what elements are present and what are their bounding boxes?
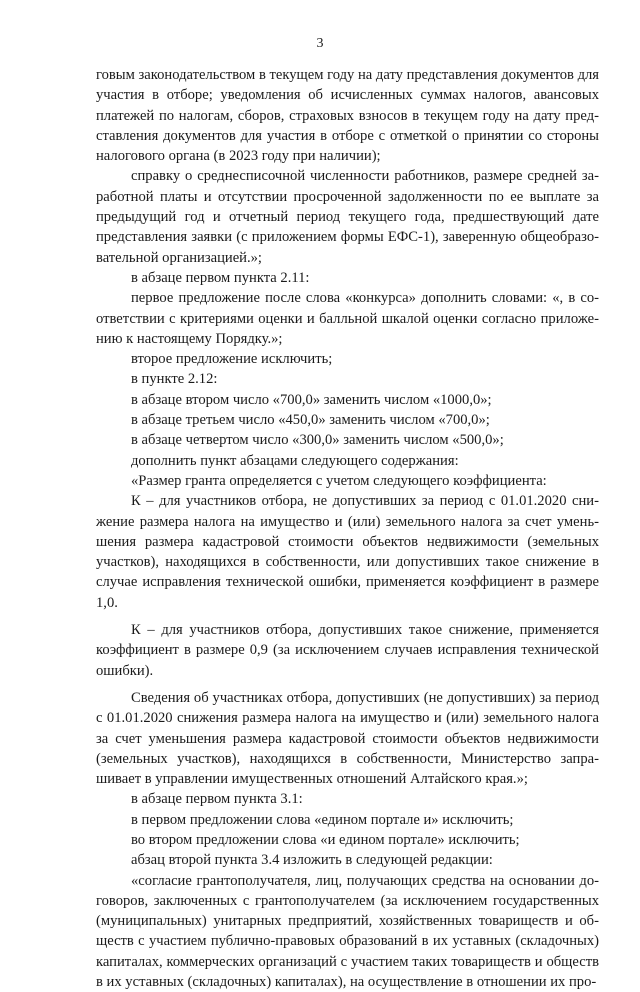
document-paragraph: в абзаце четвертом число «300,0» заменить числом «500,0»;	[131, 432, 504, 449]
document-paragraph: К – для участников отбора, не допустивших за период с 01.01.2020 снижение размера налога на имущество и (или) земельного налога за счет уменьшения размера кадастровой стоимости объектов недвижимости (земельных участков), находящихся в собственности, или допустивших такое снижение в случае исправления технической ошибки, применяется коэффициент в размере 1,0.	[96, 493, 599, 611]
document-paragraph: в абзаце третьем число «450,0» заменить числом «700,0»;	[131, 412, 490, 429]
document-paragraph: К – для участников отбора, допустивших такое снижение, применяется коэффициент в размере 0,9 (за исключением случаев исправления технической ошибки).	[96, 622, 599, 679]
document-body	[96, 65, 599, 992]
document-paragraph: говым законодательством в текущем году на дату представления документов для участия в отборе; уведомления об исчисленных суммах налогов, авансовых платежей по налогам, сборов, страховых взносов в текущем году на дату представления документов для участия в отборе с отметкой о принятии со стороны налогового органа (в 2023 году при наличии);	[96, 67, 600, 165]
document-paragraph: дополнить пункт абзацами следующего содержания:	[131, 452, 459, 469]
document-paragraph: «Размер гранта определяется с учетом следующего коэффициента:	[131, 472, 547, 489]
document-paragraph: в абзаце первом пункта 3.1:	[131, 791, 303, 808]
document-paragraph: «согласие грантополучателя, лиц, получающих средства на основании договоров, заключенных с грантополучателем (за исключением государственных (муниципальных) унитарных предприятий, хозяйственных товариществ и обществ с участием публично-правовых образований в их уставных (складочных) капиталах, коммерческих организаций с участием таких товариществ и обществ в их уставных (складочных) капиталах), на осуществление в отношении их про-	[96, 872, 599, 991]
document-paragraph: справку о среднесписочной численности работников, размере средней заработной платы и отсутствии просроченной задолженности по ее выплате за предыдущий год и отчетный период текущего года, предшествующий дате представления заявки (с приложением формы ЕФС-1), заверенную общеобразовательной организацией.»;	[96, 168, 599, 266]
document-paragraph: первое предложение после слова «конкурса» дополнить словами: «, в соответствии с критериями оценки и балльной шкалой оценки согласно приложению к настоящему Порядку.»;	[96, 290, 599, 347]
document-paragraph: в абзаце втором число «700,0» заменить числом «1000,0»;	[131, 391, 492, 408]
page-number: 3	[316, 36, 324, 51]
document-paragraph: во втором предложении слова «и едином портале» исключить;	[131, 831, 520, 848]
document-paragraph: второе предложение исключить;	[131, 351, 333, 368]
document-paragraph: в абзаце первом пункта 2.11:	[131, 269, 310, 286]
document-paragraph: Сведения об участниках отбора, допустивших (не допустивших) за период с 01.01.2020 снижения размера налога на имущество и (или) земельного налога за счет уменьшения размера кадастровой стоимости объектов недвижимости (земельных участков), находящихся в собственности, Министерство запрашивает в управлении имущественных отношений Алтайского края.»;	[96, 689, 599, 788]
document-paragraph: в пункте 2.12:	[131, 371, 218, 388]
document-paragraph: в первом предложении слова «едином портале и» исключить;	[131, 811, 514, 828]
document-paragraph: абзац второй пункта 3.4 изложить в следующей редакции:	[131, 852, 493, 869]
